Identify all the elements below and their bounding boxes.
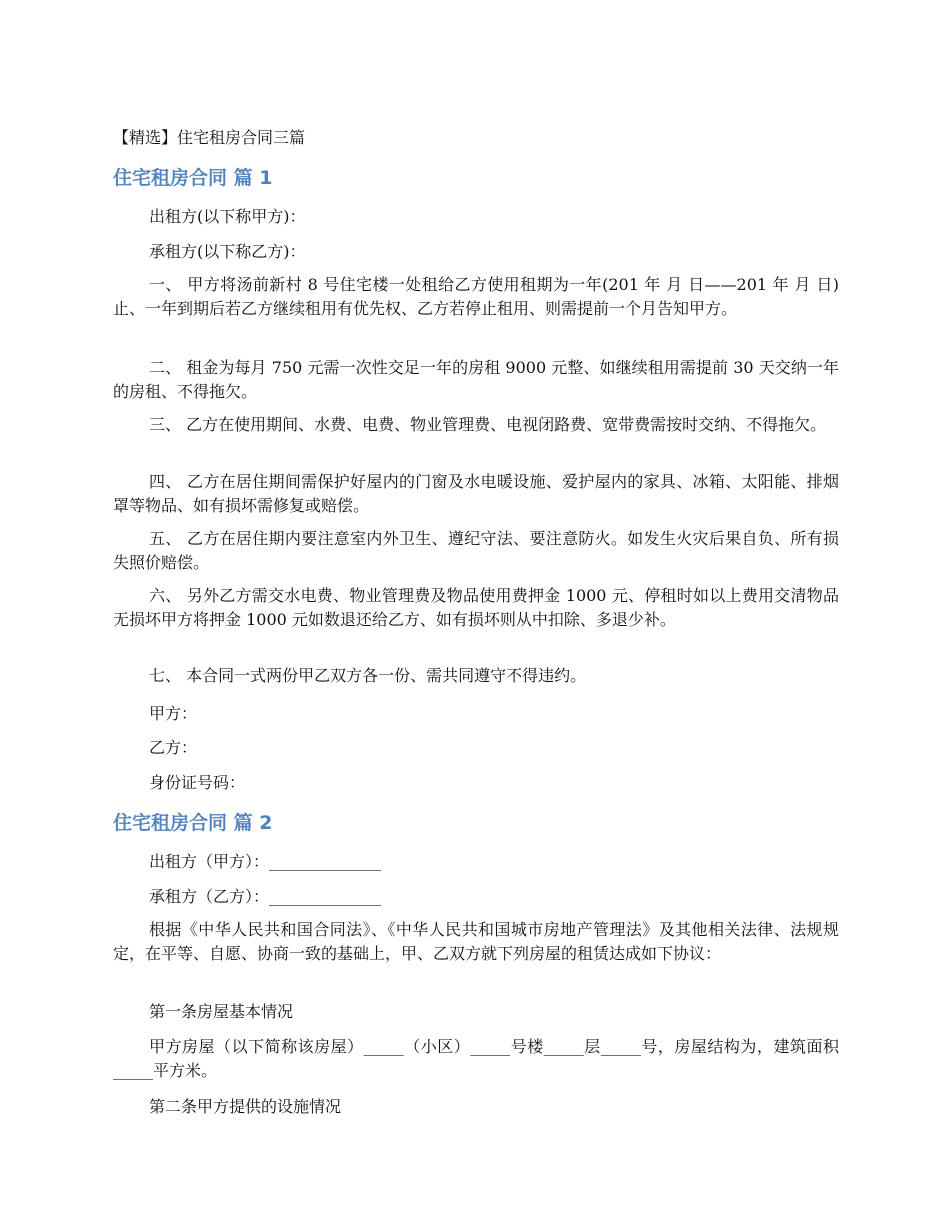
article-2-heading: 第二条甲方提供的设施情况 (149, 1097, 342, 1116)
document-title: 【精选】住宅租房合同三篇 (113, 128, 306, 147)
section-heading-1: 住宅租房合同 篇 1 (113, 167, 273, 189)
section-heading-2: 住宅租房合同 篇 2 (113, 812, 273, 834)
clause-1: 一、 甲方将汤前新村 8 号住宅楼一处租给乙方使用租期为一年(201 年 月 日——201 年 月 日)止、一年到期后若乙方继续租用有优先权、乙方若停止租用、则需提前一个月告知甲方。 (113, 275, 839, 318)
signature-party-b: 乙方： (149, 738, 198, 757)
clause-2: 二、 租金为每月 750 元需一次性交足一年的房租 9000 元整、如继续租用需提前 30 天交纳一年的房租、不得拖欠。 (113, 358, 839, 401)
paragraph-preamble: 根据《中华人民共和国合同法》、《中华人民共和国城市房地产管理法》及其他相关法律、法规规定，在平等、自愿、协商一致的基础上，甲、乙双方就下列房屋的租赁达成如下协议： (113, 920, 839, 963)
clause-6: 六、 另外乙方需交水电费、物业管理费及物品使用费押金 1000 元、停租时如以上费用交清物品无损坏甲方将押金 1000 元如数退还给乙方、如有损坏则从中扣除、多退少补。 (113, 586, 839, 629)
article-1-body: 甲方房屋（以下简称该房屋）_____（小区）_____号楼_____层_____号，房屋结构为，建筑面积_____平方米。 (113, 1037, 839, 1080)
clause-7: 七、 本合同一式两份甲乙双方各一份、需共同遵守不得违约。 (149, 666, 587, 685)
clause-5: 五、 乙方在居住期内要注意室内外卫生、遵纪守法、要注意防火。如发生火灾后果自负、所有损失照价赔偿。 (113, 529, 839, 572)
paragraph-lessor-blank: 出租方（甲方）：______________ (149, 852, 382, 871)
clause-3: 三、 乙方在使用期间、水费、电费、物业管理费、电视闭路费、宽带费需按时交纳、不得拖欠。 (149, 415, 827, 434)
paragraph-lessor: 出租方(以下称甲方)： (149, 207, 306, 226)
clause-4: 四、 乙方在居住期间需保护好屋内的门窗及水电暖设施、爱护屋内的家具、冰箱、太阳能、排烟罩等物品、如有损坏需修复或赔偿。 (113, 472, 839, 515)
id-number-field: 身份证号码： (149, 773, 246, 792)
signature-party-a: 甲方： (149, 704, 198, 723)
article-1-heading: 第一条房屋基本情况 (149, 1002, 294, 1021)
paragraph-lessee: 承租方(以下称乙方)： (149, 242, 306, 261)
paragraph-lessee-blank: 承租方（乙方）：______________ (149, 887, 382, 906)
